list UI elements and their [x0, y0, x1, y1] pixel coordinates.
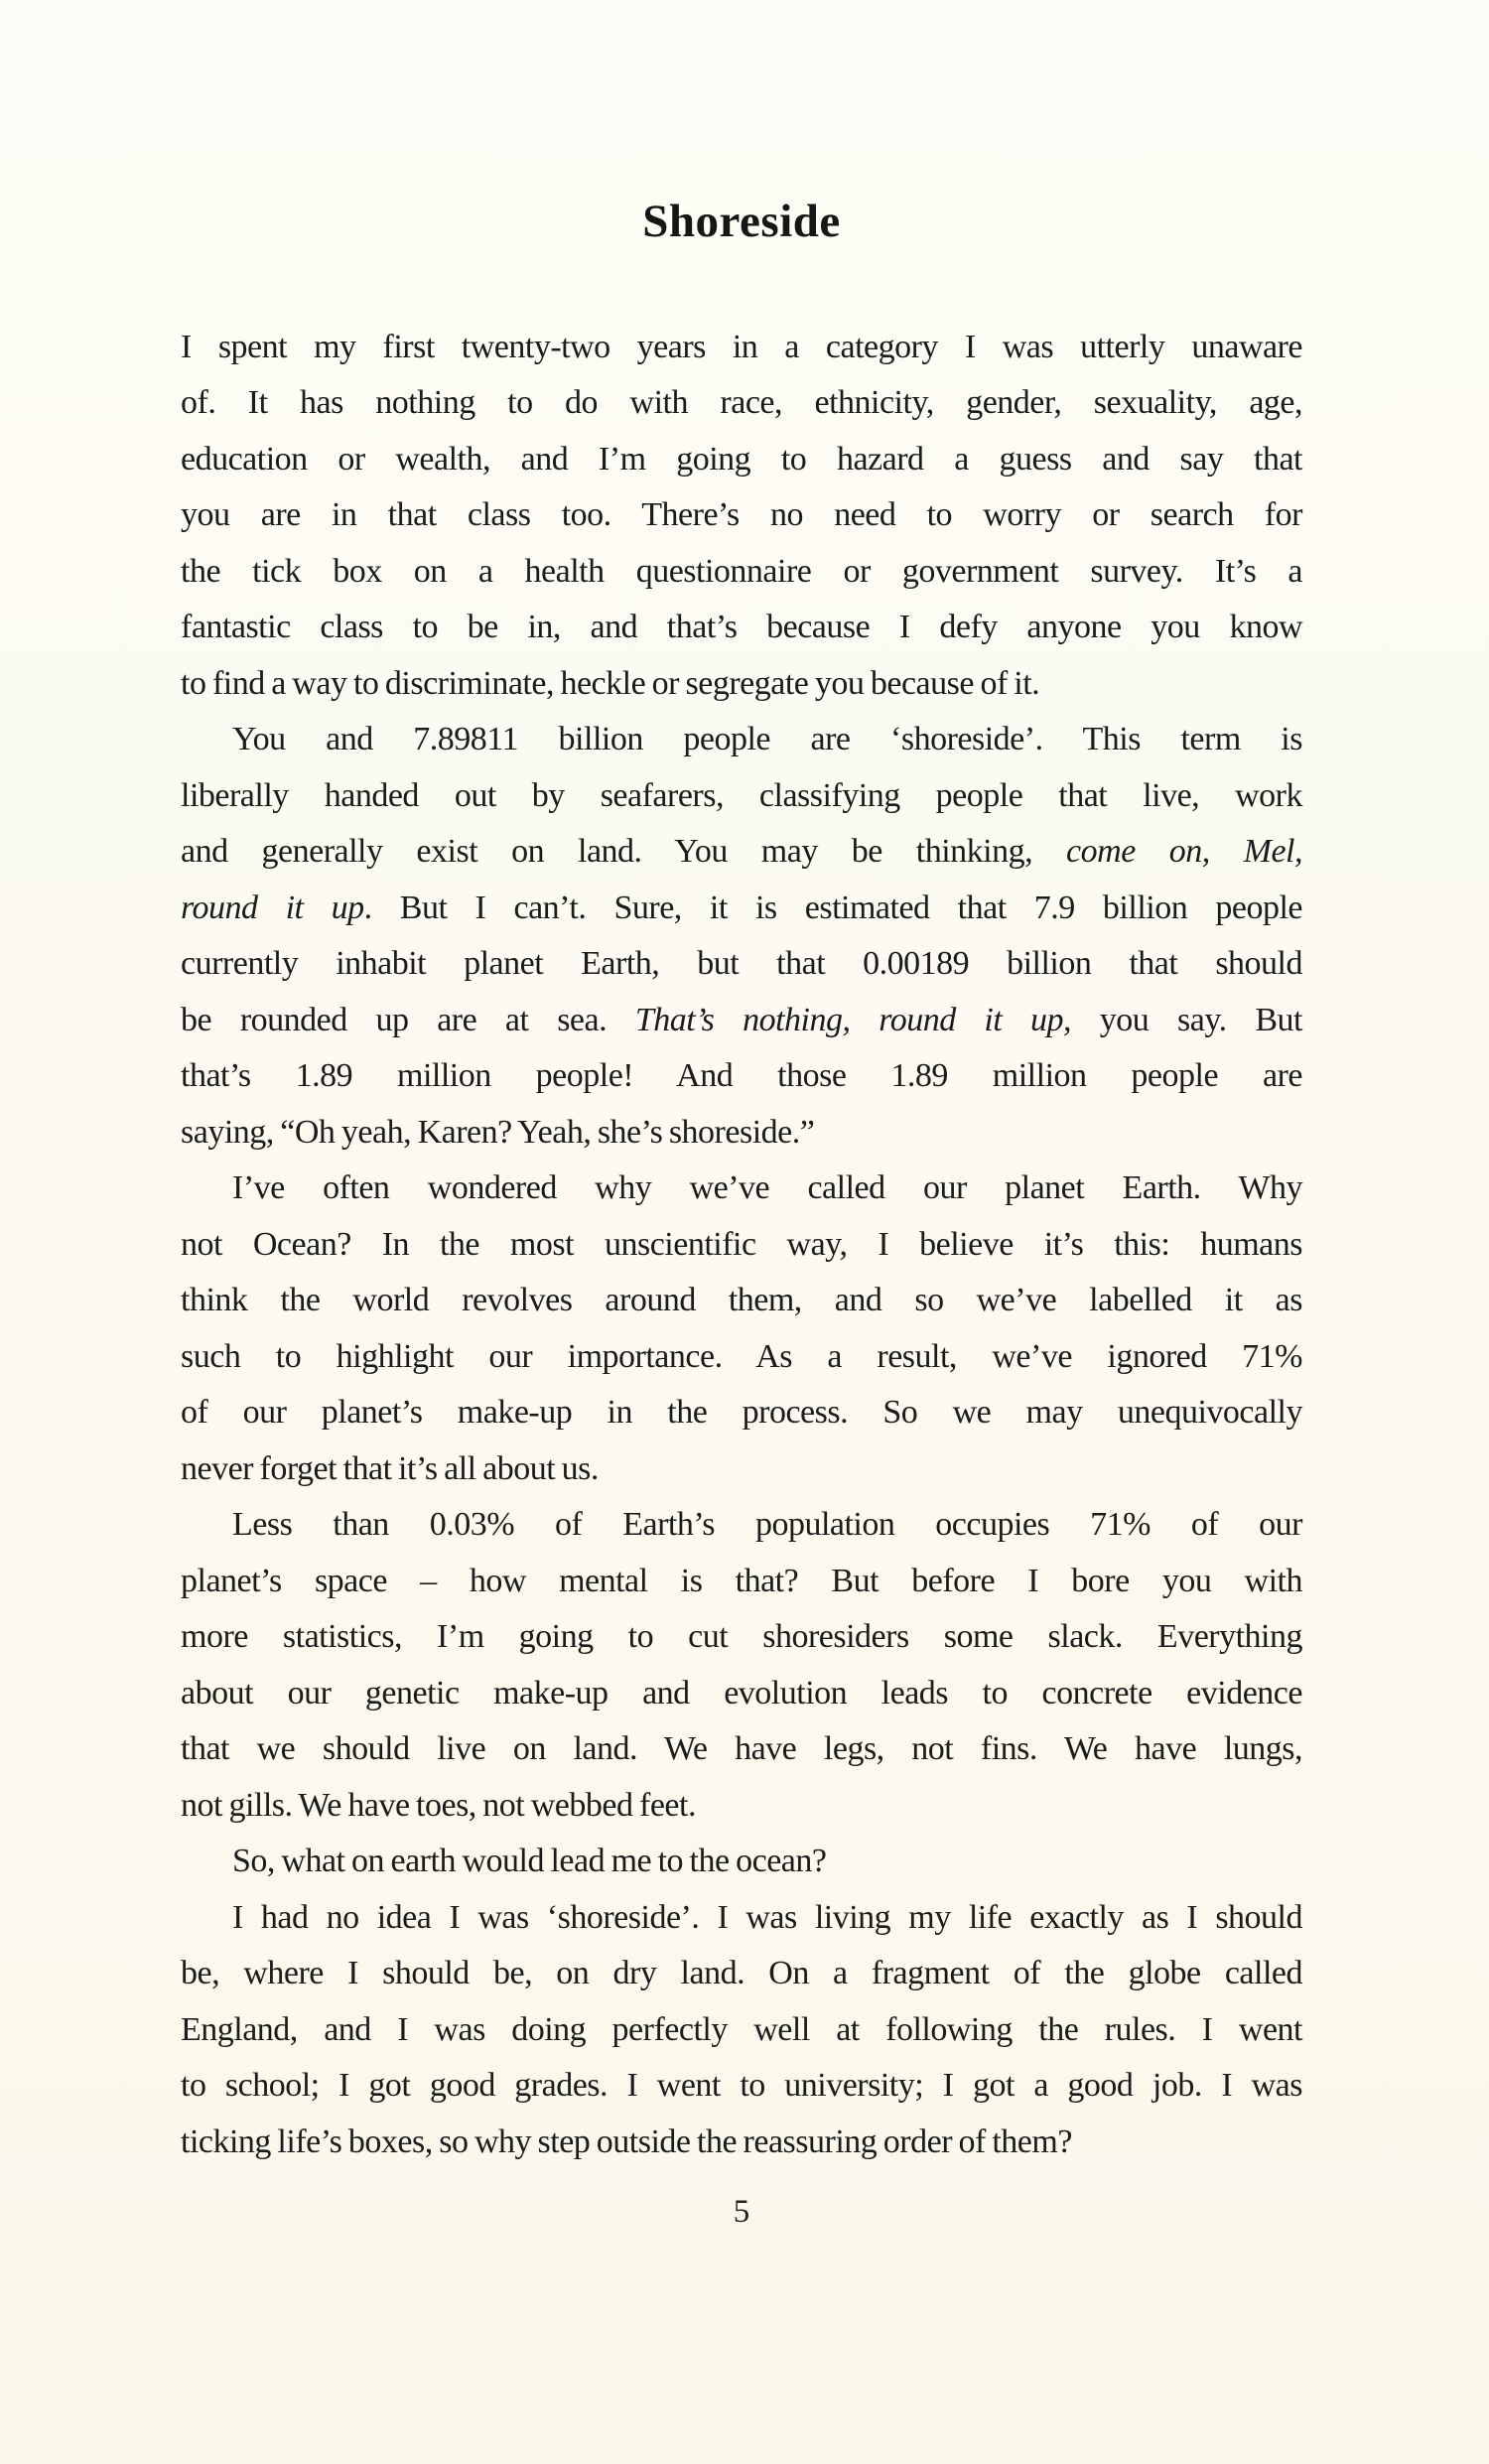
text-line: [181, 712, 1302, 768]
text-line: [181, 1048, 1302, 1105]
book-page: [181, 0, 1302, 2231]
page-number: 5: [733, 2194, 750, 2231]
text-line: [181, 1161, 1302, 1217]
text-line: [181, 1778, 1302, 1835]
text-line: [181, 1946, 1302, 2002]
text-line: [181, 881, 1302, 937]
paragraph: [181, 1834, 1302, 1890]
regular-text: and generally exist on land. You may be thinking,: [181, 833, 1067, 871]
regular-text: you say. But: [1071, 1001, 1302, 1038]
text-line: [181, 1217, 1302, 1274]
regular-text: You and 7.89811 billion people are ‘shoreside’. This term is: [232, 721, 1302, 758]
italic-text: round it up: [181, 889, 364, 926]
text-line: [181, 936, 1302, 993]
text-line: [181, 824, 1302, 881]
regular-text: to school; I got good grades. I went to university; I got a good job. I was: [181, 2067, 1302, 2105]
regular-text: think the world revolves around them, and so we’ve labelled it as: [181, 1282, 1302, 1319]
regular-text: be, where I should be, on dry land. On a fragment of the globe called: [181, 1955, 1302, 1992]
text-line: [181, 1834, 1302, 1890]
regular-text: to find a way to discriminate, heckle or segregate you because of it.: [181, 664, 1040, 702]
regular-text: . But I can’t. Sure, it is estimated that 7.9 billion people: [363, 889, 1302, 926]
text-line: [181, 2058, 1302, 2115]
text-line: [181, 487, 1302, 544]
text-line: [181, 2002, 1302, 2059]
regular-text: that’s 1.89 million people! And those 1.89 million people are: [181, 1057, 1302, 1095]
regular-text: you are in that class too. There’s no need to worry or search for: [181, 496, 1302, 534]
text-line: [181, 1666, 1302, 1722]
text-line: [181, 656, 1302, 713]
regular-text: not Ocean? In the most unscientific way, I believe it’s this: humans: [181, 1225, 1302, 1263]
text-line: [181, 1329, 1302, 1386]
text-line: [181, 1609, 1302, 1666]
text-line: [181, 1554, 1302, 1610]
regular-text: of. It has nothing to do with race, ethnicity, gender, sexuality, age,: [181, 384, 1302, 422]
text-line: [181, 544, 1302, 601]
regular-text: liberally handed out by seafarers, classifying people that live, work: [181, 776, 1302, 814]
text-line: [181, 600, 1302, 656]
text-line: [181, 375, 1302, 432]
regular-text: planet’s space – how mental is that? But before I bore you with: [181, 1562, 1302, 1599]
text-line: [181, 768, 1302, 825]
text-line: [181, 993, 1302, 1049]
paragraph: [181, 1161, 1302, 1497]
paragraph: [181, 1497, 1302, 1834]
chapter-title: Shoreside: [642, 196, 841, 247]
paragraph: [181, 320, 1302, 713]
regular-text: about our genetic make-up and evolution leads to concrete evidence: [181, 1674, 1302, 1711]
italic-text: come on, Mel,: [1066, 833, 1302, 871]
body-text: [181, 320, 1302, 2171]
regular-text: be rounded up are at sea.: [181, 1001, 635, 1038]
text-line: [181, 1273, 1302, 1329]
regular-text: England, and I was doing perfectly well at following the rules. I went: [181, 2010, 1302, 2048]
regular-text: currently inhabit planet Earth, but that 0.00189 billion that should: [181, 945, 1302, 983]
regular-text: more statistics, I’m going to cut shoresiders some slack. Everything: [181, 1618, 1302, 1656]
text-line: [181, 2115, 1302, 2171]
regular-text: ticking life’s boxes, so why step outside the reassuring order of them?: [181, 2122, 1072, 2160]
text-line: [181, 320, 1302, 376]
regular-text: saying, “Oh yeah, Karen? Yeah, she’s shoreside.”: [181, 1113, 815, 1151]
regular-text: Less than 0.03% of Earth’s population occupies 71% of our: [232, 1506, 1302, 1544]
regular-text: such to highlight our importance. As a result, we’ve ignored 71%: [181, 1337, 1302, 1375]
text-line: [181, 1890, 1302, 1947]
regular-text: fantastic class to be in, and that’s because I defy anyone you know: [181, 609, 1302, 646]
regular-text: I’ve often wondered why we’ve called our planet Earth. Why: [232, 1169, 1302, 1207]
text-line: [181, 1385, 1302, 1441]
regular-text: So, what on earth would lead me to the ocean?: [232, 1843, 827, 1880]
regular-text: of our planet’s make-up in the process. So we may unequivocally: [181, 1394, 1302, 1432]
text-line: [181, 1441, 1302, 1498]
regular-text: that we should live on land. We have legs, not fins. We have lungs,: [181, 1730, 1302, 1768]
text-line: [181, 432, 1302, 488]
regular-text: I had no idea I was ‘shoreside’. I was living my life exactly as I should: [232, 1898, 1302, 1936]
text-line: [181, 1721, 1302, 1778]
regular-text: not gills. We have toes, not webbed feet.: [181, 1786, 696, 1824]
regular-text: the tick box on a health questionnaire or government survey. It’s a: [181, 552, 1302, 590]
regular-text: education or wealth, and I’m going to hazard a guess and say that: [181, 440, 1302, 478]
regular-text: never forget that it’s all about us.: [181, 1449, 599, 1487]
italic-text: That’s nothing, round it up,: [634, 1001, 1072, 1038]
paragraph: [181, 712, 1302, 1161]
text-line: [181, 1497, 1302, 1554]
text-line: [181, 1105, 1302, 1162]
paragraph: [181, 1890, 1302, 2171]
regular-text: I spent my first twenty-two years in a category I was utterly unaware: [181, 328, 1302, 365]
